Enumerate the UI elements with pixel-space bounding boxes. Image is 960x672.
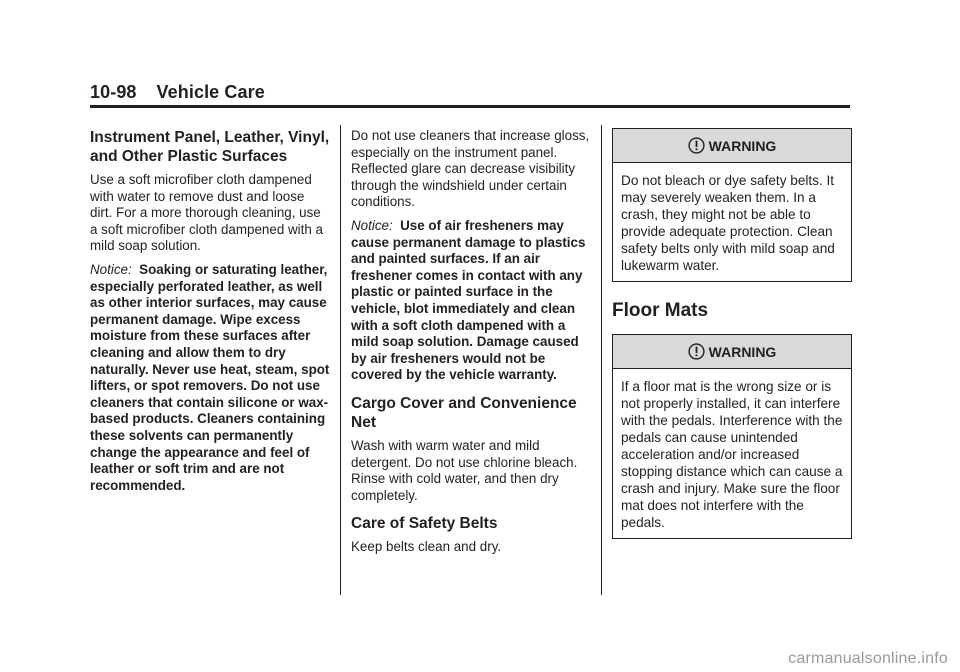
- warning-label: WARNING: [708, 137, 777, 154]
- header-rule: [90, 105, 850, 108]
- column-right: [612, 128, 852, 539]
- notice-text: Soaking or saturating leather, especially perforated leather, as well as other interior surfaces, may cause permanent damage. Wipe excess moisture from these surfaces after cleaning and allow them to dry naturally. Never use heat, steam, spot lifters, or spot removers. Do not use cleaners that contain silicone or wax-based products. Cleaners containing these solvents can permanently change the appearance and feel of leather or soft trim and are not recommended.: [90, 261, 330, 493]
- body-paragraph: Keep belts clean and dry.: [351, 539, 502, 555]
- column-left: [90, 128, 330, 501]
- section-heading: Floor Mats: [612, 300, 709, 321]
- warning-icon: [688, 343, 705, 360]
- warning-header: [613, 129, 851, 163]
- warning-label: WARNING: [708, 343, 777, 360]
- body-paragraph: Use a soft microfiber cloth dampened with water to remove dust and loose dirt. For a more thorough cleaning, use a soft microfiber cloth dampened with a mild soap solution.: [90, 172, 323, 254]
- page-header: [90, 82, 265, 103]
- column-divider: [340, 125, 341, 595]
- warning-text: If a floor mat is the wrong size or is not properly installed, it can interfere with the pedals. Interference with the pedals can cause unintended acceleration and/or increased stopping distance which can cause a crash and injury. Make sure the floor mat does not interfere with the pedals.: [621, 379, 843, 530]
- notice-paragraph: [351, 218, 591, 384]
- section-heading: Instrument Panel, Leather, Vinyl, and Other Plastic Surfaces: [90, 129, 330, 165]
- warning-header: [613, 335, 851, 369]
- column-middle: [351, 128, 591, 563]
- column-divider: [601, 125, 602, 595]
- warning-box: [612, 128, 852, 282]
- page-number: 10-98: [90, 82, 137, 102]
- section-heading: Cargo Cover and Convenience Net: [351, 394, 577, 431]
- body-paragraph: Do not use cleaners that increase gloss, especially on the instrument panel. Reflected glare can decrease visibility through the windshield under certain conditions.: [351, 128, 590, 210]
- watermark: carmanualsonline.info: [788, 650, 948, 667]
- notice-paragraph: [90, 262, 330, 494]
- body-paragraph: Wash with warm water and mild detergent. Do not use chlorine bleach. Rinse with cold water, and then dry completely.: [351, 437, 578, 503]
- notice-label: Notice:: [351, 217, 393, 233]
- section-heading: Care of Safety Belts: [351, 515, 498, 533]
- warning-text: Do not bleach or dye safety belts. It may severely weaken them. In a crash, they might not be able to provide adequate protection. Clean safety belts only with mild soap and lukewarm water.: [621, 173, 835, 273]
- section-title: Vehicle Care: [156, 82, 265, 102]
- warning-icon: [688, 137, 705, 154]
- warning-box: [612, 334, 852, 539]
- notice-label: Notice:: [90, 261, 132, 277]
- notice-text: Use of air fresheners may cause permanent damage to plastics and painted surfaces. If an air freshener comes in contact with any plastic or painted surface in the vehicle, blot immediately and clean with a soft cloth dampened with a mild soap solution. Damage caused by air fresheners would not be covered by the vehicle warranty.: [351, 217, 586, 383]
